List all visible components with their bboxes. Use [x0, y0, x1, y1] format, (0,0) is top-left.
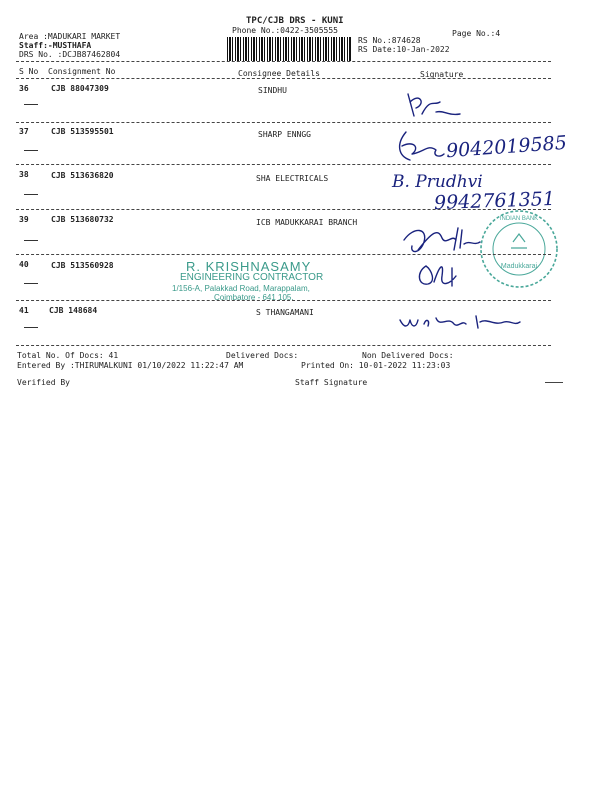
handwritten-name: B. Prudhvi — [392, 172, 483, 192]
divider — [16, 300, 551, 301]
row-consignment: CJB 513560928 — [51, 261, 114, 270]
row-mark — [24, 327, 38, 328]
divider — [16, 254, 551, 255]
barcode — [227, 37, 351, 61]
row-mark — [24, 283, 38, 284]
row-sno: 37 — [19, 127, 29, 136]
row-sno: 36 — [19, 84, 29, 93]
divider — [16, 345, 551, 346]
row-mark — [24, 150, 38, 151]
non-delivered-docs: Non Delivered Docs: — [362, 351, 454, 360]
document-title: TPC/CJB DRS - KUNI — [246, 16, 344, 26]
bank-seal-stamp — [478, 208, 560, 290]
row-sno: 40 — [19, 260, 29, 269]
row-consignment: CJB 513636820 — [51, 171, 114, 180]
handwritten-phone-2: 9942761351 — [433, 187, 556, 215]
divider — [545, 382, 563, 383]
row-consignee: SHARP ENNGG — [258, 130, 311, 139]
area-label: Area :MADUKARI MARKET — [19, 32, 121, 41]
phone-number: Phone No.:0422-3505555 — [232, 26, 338, 35]
row-mark — [24, 240, 38, 241]
divider — [16, 61, 551, 62]
row-mark — [24, 194, 38, 195]
signature-41 — [396, 310, 526, 336]
staff-label: Staff:-MUSTHAFA — [19, 41, 92, 50]
verified-by: Verified By — [17, 378, 70, 387]
column-consignment: Consignment No — [48, 67, 116, 76]
total-docs: Total No. Of Docs: 41 — [17, 351, 119, 360]
row-sno: 38 — [19, 170, 29, 179]
column-signature: Signature — [420, 70, 464, 79]
row-consignee: ICB MADUKKARAI BRANCH — [256, 218, 358, 227]
divider — [16, 209, 551, 210]
rs-date: RS Date:10-Jan-2022 — [358, 45, 450, 54]
divider — [16, 78, 551, 79]
row-sno: 39 — [19, 215, 29, 224]
rs-number: RS No.:874628 — [358, 36, 421, 45]
row-consignment: CJB 148684 — [49, 306, 98, 315]
signature-36 — [400, 88, 470, 124]
seal-branch: Madukkarai — [500, 263, 538, 270]
seal-bank-name: INDIAN BANK — [499, 216, 539, 222]
stamp-address-line2: Coimbatore - 641 105. — [214, 293, 294, 302]
divider — [16, 164, 551, 165]
column-sno: S No — [19, 67, 39, 76]
row-consignee: SHA ELECTRICALS — [256, 174, 329, 183]
stamp-role: ENGINEERING CONTRACTOR — [180, 272, 324, 283]
signature-37 — [388, 126, 448, 168]
page-number: Page No.:4 — [452, 29, 501, 38]
row-consignee: SINDHU — [258, 86, 287, 95]
printed-on: Printed On: 10-01-2022 11:23:03 — [301, 361, 451, 370]
entered-by: Entered By :THIRUMALKUNI 01/10/2022 11:22:47 AM — [17, 361, 244, 370]
divider — [16, 122, 551, 123]
row-sno: 41 — [19, 306, 29, 315]
row-consignment: CJB 88047309 — [51, 84, 109, 93]
row-mark — [24, 104, 38, 105]
stamp-name: R. KRISHNASAMY — [186, 259, 312, 274]
row-consignment: CJB 513680732 — [51, 215, 114, 224]
row-consignee: S THANGAMANI — [256, 308, 314, 317]
column-consignee: Consignee Details — [238, 69, 320, 78]
staff-signature-label: Staff Signature — [295, 378, 368, 387]
drs-number: DRS No. :DCJB87462804 — [19, 50, 121, 59]
delivered-docs: Delivered Docs: — [226, 351, 299, 360]
signature-40 — [412, 258, 472, 292]
handwritten-phone-1: 9042019585 — [445, 131, 568, 163]
row-consignment: CJB 513595501 — [51, 127, 114, 136]
stamp-address-line1: 1/156-A, Palakkad Road, Marappalam, — [172, 284, 310, 293]
